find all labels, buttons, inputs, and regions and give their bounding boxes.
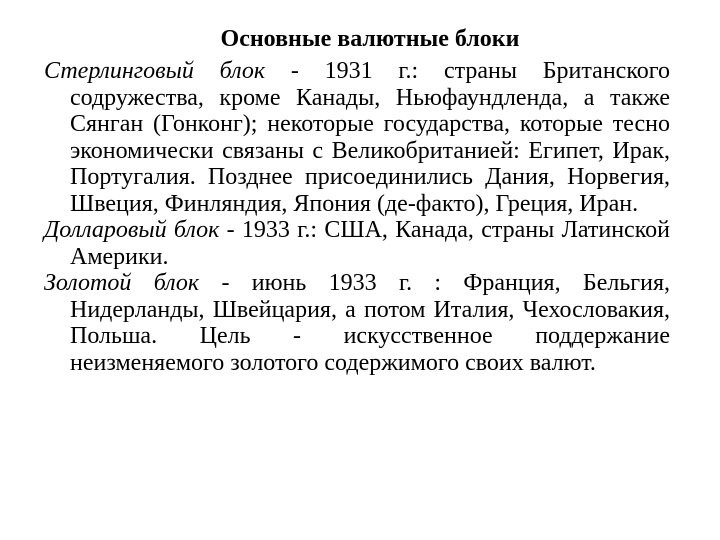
gold-bloc-term: Золотой блок [44,270,200,296]
dollar-bloc-term: Долларовый блок [44,217,220,243]
sterling-bloc-text: - 1931 г.: страны Британского содружества, кроме Канады, Ньюфаундленда, а также Сянган (Гонконг); некоторые государства, которые тесно экономически связаны с Великобританией: Египет, Ирак, Португалия. Позднее присоединились Дания, Норвегия, Швеция, Финляндия, Япония (де-факто), Греция, Иран. [70,58,671,217]
slide-title: Основные валютные блоки [220,26,520,52]
sterling-bloc-paragraph [44,58,670,217]
dollar-bloc-paragraph [44,217,670,270]
gold-bloc-paragraph [44,270,670,376]
slide-body [44,58,670,376]
gold-bloc-text: - июнь 1933 г. : Франция, Бельгия, Нидерланды, Швейцария, а потом Италия, Чехословакия, Польша. Цель - искусственное поддержание неизменяемого золотого содержимого своих валют. [70,270,670,376]
sterling-bloc-term: Стерлинговый блок [44,58,266,84]
dollar-bloc-text: - 1933 г.: США, Канада, страны Латинской Америки. [70,217,670,270]
